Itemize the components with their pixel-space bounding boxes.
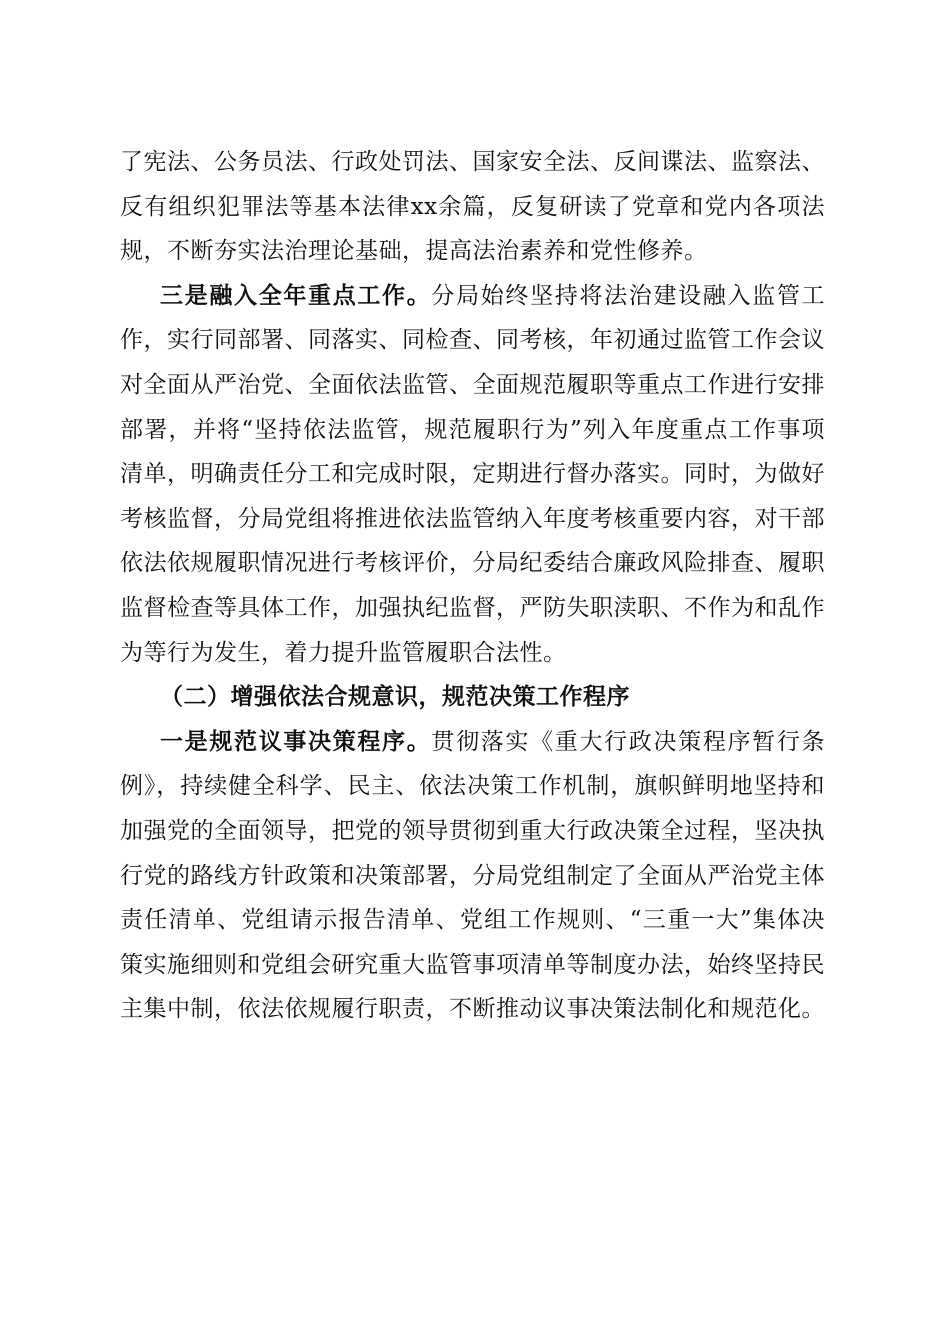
paragraph-lead: 一是规范议事决策程序。 (160, 727, 432, 755)
document-body (120, 140, 825, 1032)
paragraph-key-work (120, 274, 825, 675)
paragraph-text: 了宪法、公务员法、行政处罚法、国家安全法、反间谍法、监察法、反有组织犯罪法等基本法律xx余篇，反复研读了党章和党内各项法规，不断夯实法治理论基础，提高法治素养和党性修养。 (120, 149, 825, 265)
paragraph-text: 贯彻落实《重大行政决策程序暂行条例》，持续健全科学、民主、依法决策工作机制，旗帜鲜明地坚持和加强党的全面领导，把党的领导贯彻到重大行政决策全过程，坚决执行党的路线方针政策和决策部署，分局党组制定了全面从严治党主体责任清单、党组请示报告清单、党组工作规则、“三重一大”集体决策实施细则和党组会研究重大监管事项清单等制度办法，始终坚持民主集中制，依法依规履行职责，不断推动议事决策法制化和规范化。 (120, 728, 826, 1023)
paragraph-text: 分局始终坚持将法治建设融入监管工作，实行同部署、同落实、同检查、同考核，年初通过监管工作会议对全面从严治党、全面依法监管、全面规范履职等重点工作进行安排部署，并将“坚持依法监管，规范履职行为”列入年度重点工作事项清单，明确责任分工和完成时限，定期进行督办落实。同时，为做好考核监督，分局党组将推进依法监管纳入年度考核重要内容，对干部依法依规履职情况进行考核评价，分局纪委结合廉政风险排查、履职监督检查等具体工作，加强执纪监督，严防失职渎职、不作为和乱作为等行为发生，着力提升监管履职合法性。 (120, 282, 826, 666)
paragraph-lead: 三是融入全年重点工作。 (160, 281, 432, 309)
paragraph-decision-procedure (120, 720, 825, 1032)
section-heading: （二）增强依法合规意识，规范决策工作程序 (160, 683, 630, 711)
paragraph-continuation (120, 140, 825, 274)
